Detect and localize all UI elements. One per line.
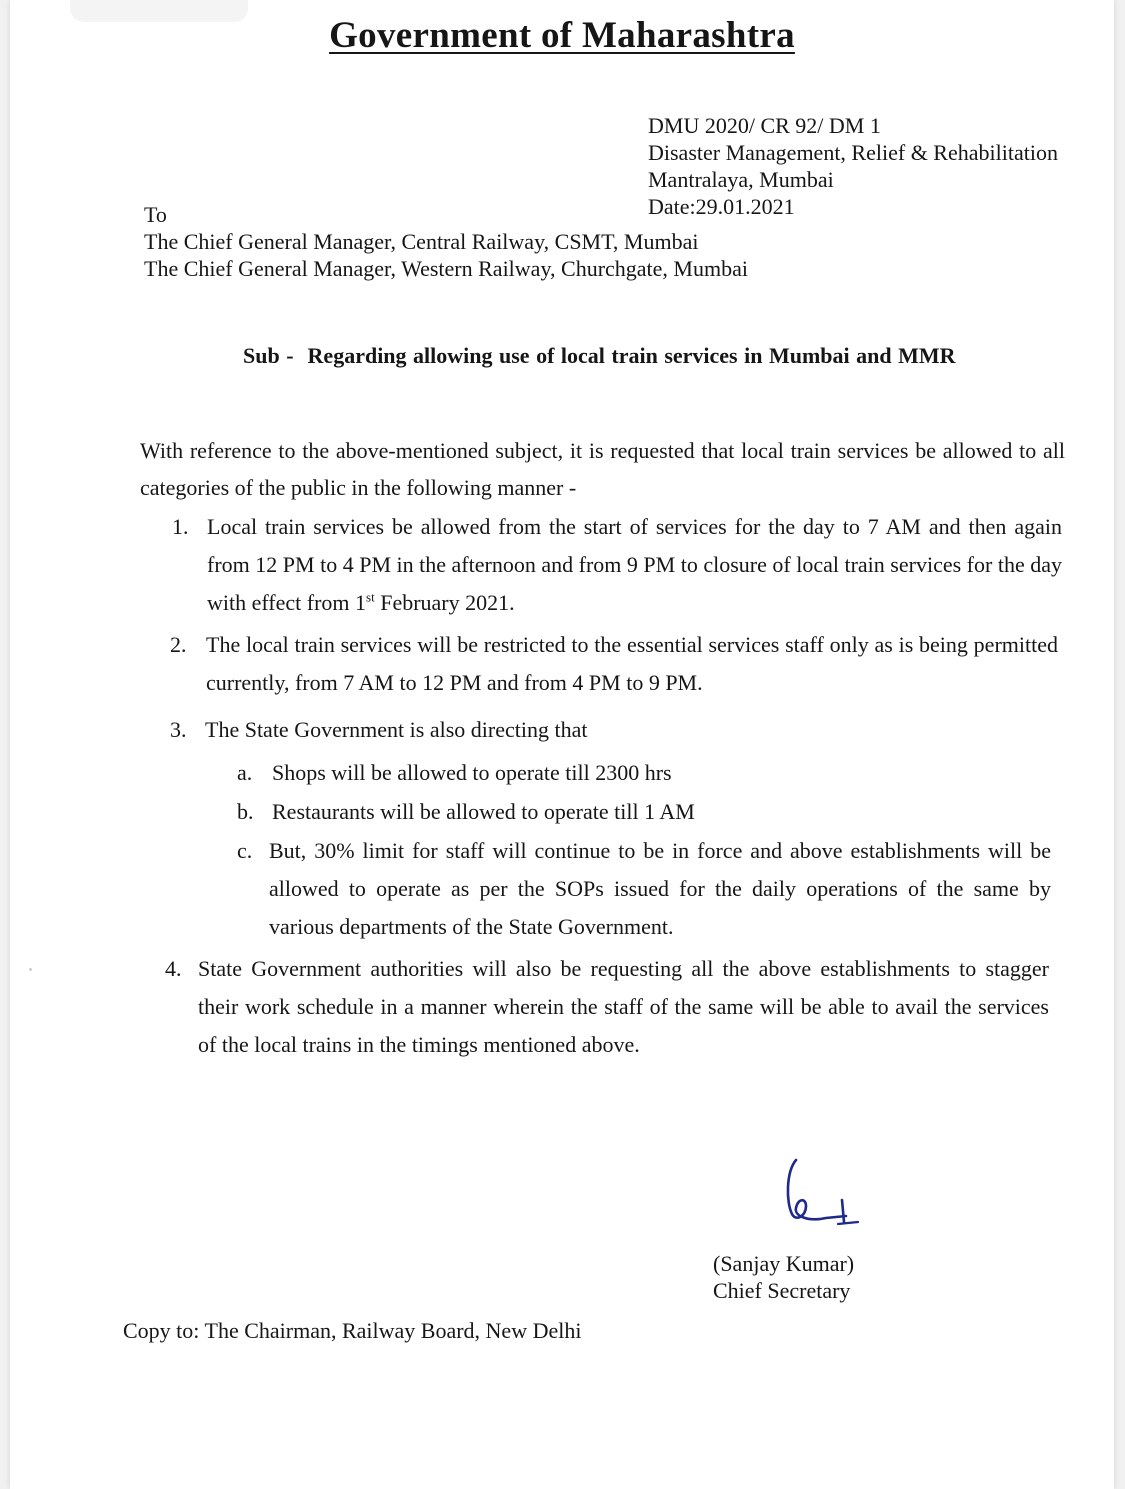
subitem-letter: c. <box>237 838 253 863</box>
letter-date: Date:29.01.2021 <box>648 194 795 219</box>
office: Mantralaya, Mumbai <box>648 167 834 192</box>
intro-paragraph: With reference to the above-mentioned subject, it is requested that local train services be allowed to all categories of the public in the following manner - <box>140 438 1065 500</box>
letter-page <box>10 0 1114 1489</box>
signatory-block <box>713 1250 854 1304</box>
list-item: Local train services be allowed from the start of services for the day to 7 AM and then again from 12 PM to 4 PM in the afternoon and from 9 PM to closure of local train services for the day with effect from 1st February 2021. <box>207 514 1062 615</box>
sub-list-item: But, 30% limit for staff will continue to be in force and above establishments will be allowed to operate as per the SOPs issued for the daily operations of the same by various departments of the State Government. <box>269 838 1051 939</box>
scan-speck <box>29 968 32 971</box>
letterhead-title: Government of Maharashtra <box>329 15 795 56</box>
department: Disaster Management, Relief & Rehabilitation <box>648 140 1058 165</box>
sub-list-item: Restaurants will be allowed to operate till 1 AM <box>272 799 695 824</box>
signature-mark <box>778 1152 868 1232</box>
list-item: The local train services will be restricted to the essential services staff only as is being permitted currently, from 7 AM to 12 PM and from 4 PM to 9 PM. <box>206 632 1058 695</box>
list-item: State Government authorities will also be requesting all the above establishments to stagger their work schedule in a manner wherein the staff of the same will be able to avail the services of the local trains in the timings mentioned above. <box>198 956 1049 1057</box>
reference-number: DMU 2020/ CR 92/ DM 1 <box>648 113 881 138</box>
signatory-name: (Sanjay Kumar) <box>713 1251 855 1276</box>
item-number: 4. <box>165 956 182 981</box>
subject-text: Regarding allowing use of local train services in Mumbai and MMR <box>307 343 956 368</box>
recipient-western-railway: The Chief General Manager, Western Railway, Churchgate, Mumbai <box>144 256 748 281</box>
subject-line <box>243 343 956 369</box>
item-number: 2. <box>170 632 187 657</box>
signatory-designation: Chief Secretary <box>713 1278 851 1303</box>
copy-to-line: Copy to: The Chairman, Railway Board, New Delhi <box>123 1318 582 1343</box>
to-label: To <box>144 202 167 227</box>
subitem-letter: a. <box>237 760 253 785</box>
item-number: 3. <box>170 717 187 742</box>
recipient-central-railway: The Chief General Manager, Central Railway, CSMT, Mumbai <box>144 229 699 254</box>
item-number: 1. <box>172 514 189 539</box>
subject-label: Sub - <box>243 343 294 368</box>
addressee-block <box>144 201 748 282</box>
subitem-letter: b. <box>237 799 254 824</box>
list-item: The State Government is also directing that <box>205 717 588 742</box>
sub-list-item: Shops will be allowed to operate till 2300 hrs <box>272 760 672 785</box>
